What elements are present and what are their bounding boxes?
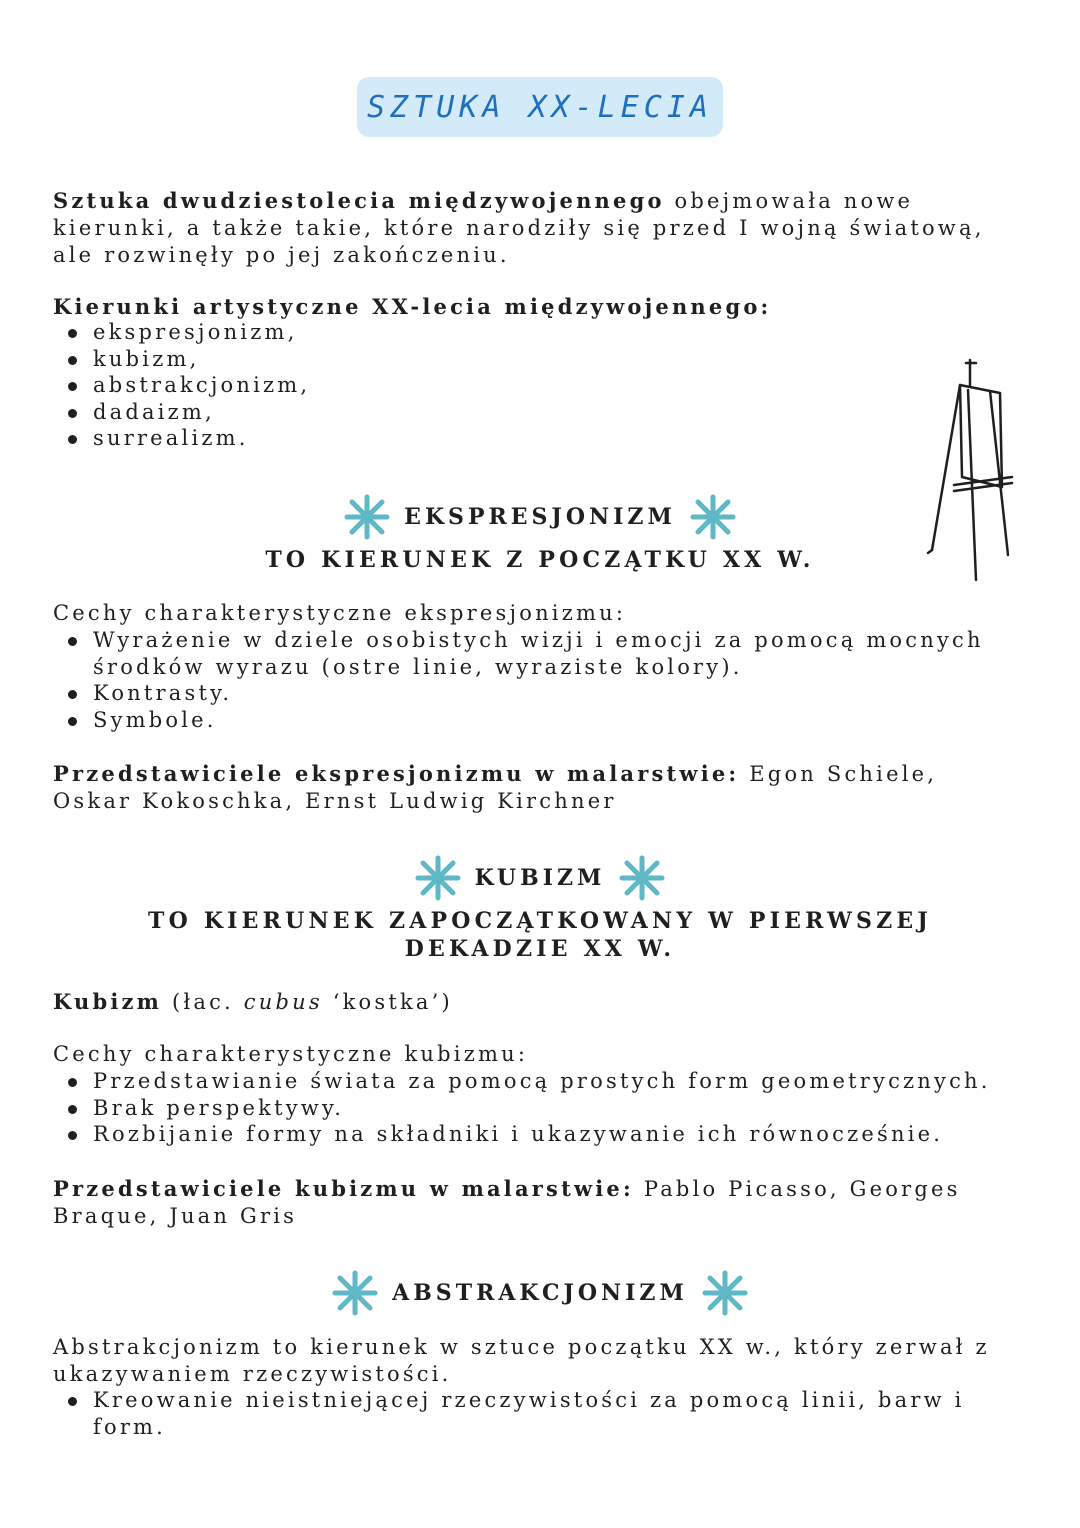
cubism-etym-latin: cubus — [243, 990, 323, 1014]
expressionism-representatives — [53, 760, 1013, 815]
list-item: Brak perspektywy. — [66, 1095, 1016, 1122]
expressionism-title-row — [0, 494, 1080, 540]
list-item: dadaizm, — [66, 399, 1016, 426]
abstractionism-title-row — [0, 1270, 1080, 1316]
title-banner — [357, 77, 723, 137]
cubism-reps-names: Pablo Picasso, Georges Braque, Juan Gris — [53, 1177, 961, 1228]
expressionism-features-heading: Cechy charakterystyczne ekspresjonizmu: — [53, 601, 627, 625]
list-item: Rozbijanie formy na składniki i ukazywanie ich równocześnie. — [66, 1121, 1016, 1148]
list-item: Wyrażenie w dziele osobistych wizji i emocji za pomocą mocnych środków wyrazu (ostre linie, wyraziste kolory). — [66, 627, 1016, 680]
list-item: Przedstawianie świata za pomocą prostych form geometrycznych. — [66, 1068, 1016, 1095]
cubism-features-heading: Cechy charakterystyczne kubizmu: — [53, 1042, 529, 1066]
intro-bold: Sztuka dwudziestolecia międzywojennego — [53, 188, 665, 213]
expressionism-reps-names: Egon Schiele, Oskar Kokoschka, Ernst Ludwig Kirchner — [53, 762, 938, 813]
expressionism-title: EKSPRESJONIZM — [404, 504, 676, 530]
cubism-etymology — [53, 988, 1013, 1016]
asterisk-star-icon — [619, 855, 665, 901]
list-item: Symbole. — [66, 707, 1016, 734]
cubism-title-row — [0, 855, 1080, 901]
cubism-reps-label: Przedstawiciele kubizmu w malarstwie: — [53, 1176, 634, 1201]
cubism-subtitle: TO KIERUNEK ZAPOCZĄTKOWANY W PIERWSZEJ DEKADZIE XX W. — [148, 908, 932, 962]
cubism-title: KUBIZM — [474, 865, 606, 891]
intro-rest: obejmowała nowe kierunki, a także takie, które narodziły się przed I wojną światową, ale rozwinęły po jej zakończeniu. — [53, 189, 985, 267]
intro-paragraph — [53, 187, 1013, 269]
abstractionism-features-list — [66, 1387, 1016, 1440]
cubism-features-list — [66, 1068, 1016, 1148]
asterisk-star-icon — [332, 1270, 378, 1316]
cubism-etym-term: Kubizm — [53, 989, 163, 1014]
asterisk-star-icon — [344, 494, 390, 540]
cubism-etym-post: ‘kostka’) — [322, 990, 453, 1014]
expressionism-subtitle: TO KIERUNEK Z POCZĄTKU XX W. — [265, 547, 815, 573]
directions-heading: Kierunki artystyczne XX-lecia międzywojennego: — [53, 294, 772, 319]
cubism-etym-pre: (łac. — [162, 990, 244, 1014]
asterisk-star-icon — [702, 1270, 748, 1316]
list-item: kubizm, — [66, 346, 1016, 373]
expressionism-reps-label: Przedstawiciele ekspresjonizmu w malarstwie: — [53, 761, 740, 786]
abstractionism-description: Abstrakcjonizm to kierunek w sztuce początku XX w., który zerwał z ukazywaniem rzeczywistości. — [53, 1335, 990, 1386]
asterisk-star-icon — [690, 494, 736, 540]
list-item: abstrakcjonizm, — [66, 372, 1016, 399]
asterisk-star-icon — [415, 855, 461, 901]
list-item: Kontrasty. — [66, 680, 1016, 707]
cubism-representatives — [53, 1175, 1013, 1230]
abstractionism-title: ABSTRAKCJONIZM — [392, 1280, 688, 1306]
list-item: Kreowanie nieistniejącej rzeczywistości za pomocą linii, barw i form. — [66, 1387, 1016, 1440]
directions-list — [66, 319, 1016, 452]
list-item: surrealizm. — [66, 425, 1016, 452]
page-title: SZTUKA XX-LECIA — [367, 89, 713, 125]
expressionism-features-list — [66, 627, 1016, 733]
list-item: ekspresjonizm, — [66, 319, 1016, 346]
